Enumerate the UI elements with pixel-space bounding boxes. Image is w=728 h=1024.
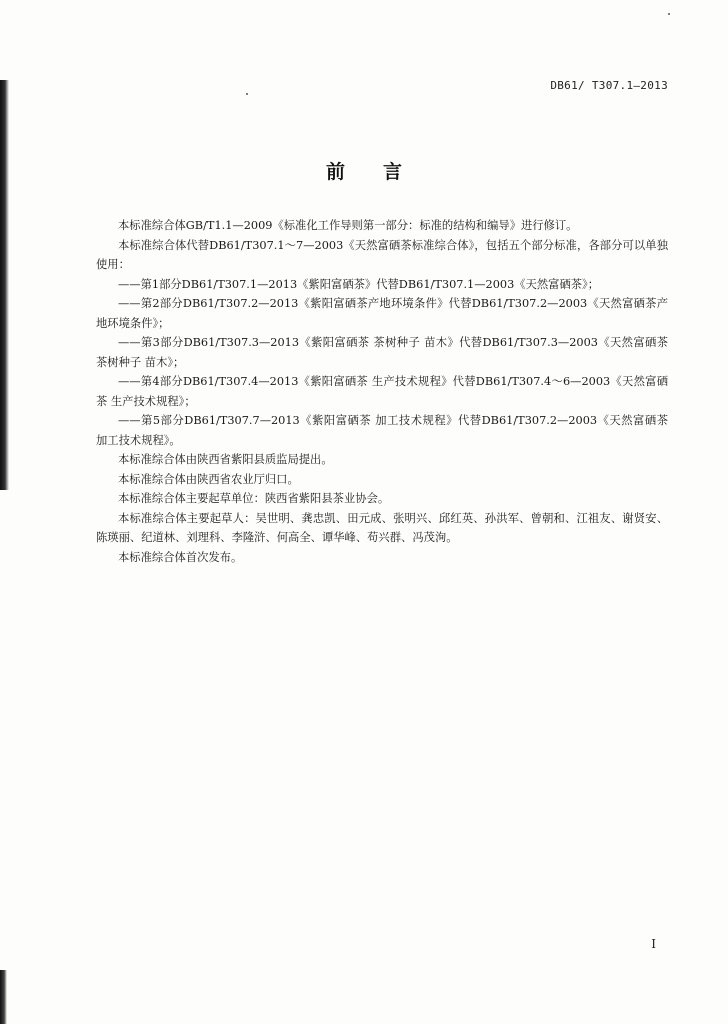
scan-edge-shadow bbox=[0, 80, 9, 490]
list-item: ——第2部分DB61/T307.2—2013《紫阳富硒茶产地环境条件》代替DB61/T307.2—2003《天然富硒茶产地环境条件》； bbox=[96, 297, 668, 330]
page-number: I bbox=[651, 937, 656, 951]
list-item: ——第3部分DB61/T307.3—2013《紫阳富硒茶 茶树种子 苗木》代替DB61/T307.3—2003《天然富硒茶 茶树种子 苗木》； bbox=[96, 336, 668, 369]
scan-edge-shadow bbox=[0, 970, 7, 1024]
page-title: 前言 bbox=[325, 161, 440, 183]
list-item: ——第4部分DB61/T307.4—2013《紫阳富硒茶 生产技术规程》代替DB61/T307.4～6—2003《天然富硒茶 生产技术规程》； bbox=[96, 375, 668, 408]
paragraph: 本标准综合体由陕西省紫阳县质监局提出。 bbox=[118, 453, 333, 466]
list-item: ——第5部分DB61/T307.7—2013《紫阳富硒茶 加工技术规程》代替DB61/T307.2—2003《天然富硒茶 加工技术规程》。 bbox=[96, 414, 668, 447]
paragraph: 本标准综合体由陕西省农业厅归口。 bbox=[118, 472, 299, 486]
scan-speck bbox=[246, 93, 248, 95]
document-body bbox=[96, 216, 668, 567]
paragraph: 本标准综合体首次发布。 bbox=[118, 550, 243, 564]
list-item: ——第1部分DB61/T307.1—2013《紫阳富硒茶》代替DB61/T307.1—2003《天然富硒茶》； bbox=[118, 277, 599, 291]
paragraph: 本标准综合体主要起草人：吴世明、龚忠凯、田元成、张明兴、邱红英、孙洪军、曾朝和、江祖友、谢贤安、陈瑛丽、纪道林、刘理科、李隆浒、何高全、谭华峰、苟兴群、冯茂洵。 bbox=[96, 511, 668, 544]
paragraph: 本标准综合体主要起草单位：陕西省紫阳县茶业协会。 bbox=[118, 492, 390, 505]
document-code: DB61/ T307.1—2013 bbox=[550, 79, 668, 92]
paragraph: 本标准综合体GB/T1.1—2009《标准化工作导则第一部分：标准的结构和编导》进行修订。 bbox=[118, 219, 578, 232]
scan-speck bbox=[668, 13, 670, 15]
paragraph: 本标准综合体代替DB61/T307.1～7—2003《天然富硒茶标准综合体》，包括五个部分标准，各部分可以单独使用： bbox=[96, 238, 668, 271]
